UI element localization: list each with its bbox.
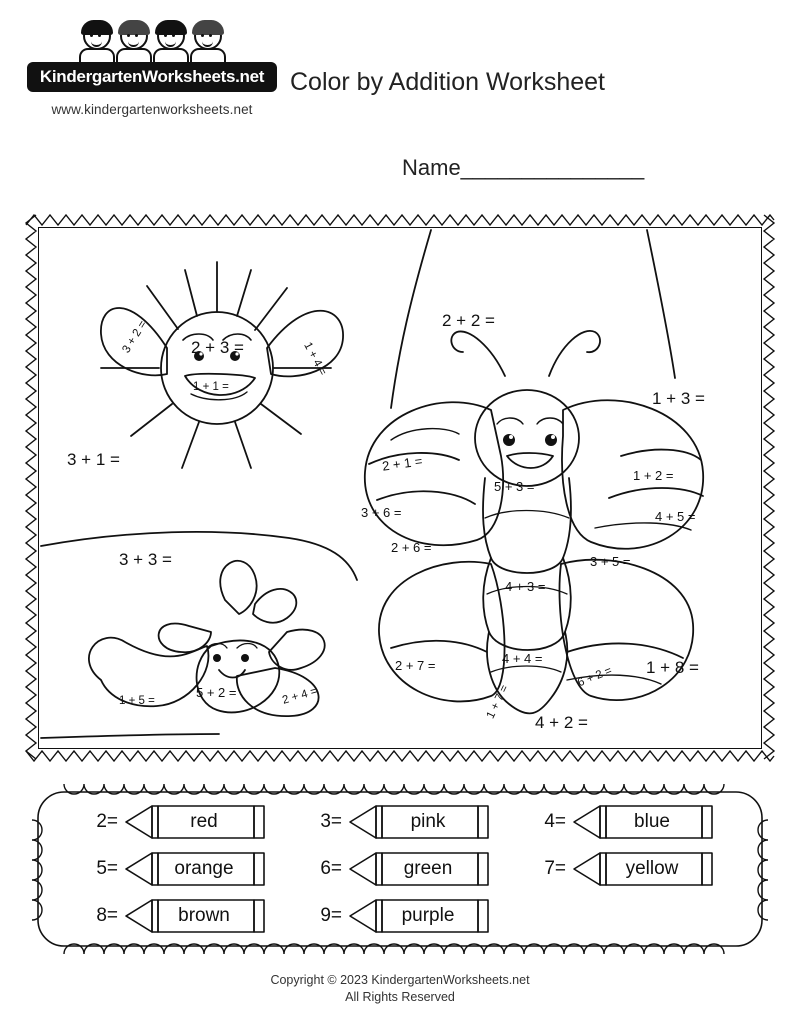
- name-field-label[interactable]: Name_______________: [402, 155, 645, 180]
- legend-number: 8=: [96, 905, 118, 927]
- site-url: www.kindergartenworksheets.net: [51, 102, 253, 117]
- kid-figure-3: [150, 22, 192, 66]
- legend-item: [532, 801, 716, 843]
- equation-15: 3 + 6 =: [361, 505, 402, 520]
- equation-9: 2 + 4 =: [281, 685, 319, 707]
- crayon-color-label: pink: [410, 810, 446, 832]
- legend-item: [84, 895, 268, 937]
- legend-item: [308, 801, 492, 843]
- equation-5: 3 + 1 =: [67, 450, 120, 469]
- equation-25: 4 + 2 =: [535, 713, 588, 732]
- crayon-icon: [570, 803, 716, 841]
- page-footer: [0, 972, 800, 1006]
- equation-3: 1 + 4 =: [301, 340, 329, 378]
- crayon-color-label: yellow: [625, 857, 679, 879]
- crayon-color-label: purple: [401, 905, 455, 927]
- equation-11: 1 + 3 =: [652, 389, 705, 408]
- legend-grid: [64, 798, 736, 940]
- equation-4: 1 + 1 =: [193, 381, 229, 393]
- crayon-icon: [346, 850, 492, 888]
- legend-number: 9=: [320, 905, 342, 927]
- equation-20: 4 + 4 =: [502, 651, 543, 666]
- legend-number: 4=: [544, 810, 566, 832]
- equation-13: 5 + 3 =: [494, 479, 535, 494]
- equation-14: 1 + 2 =: [633, 468, 674, 483]
- picture-canvas: [38, 227, 762, 749]
- coloring-picture: [24, 213, 776, 763]
- equation-24: 1 + 7 =: [484, 683, 512, 721]
- crayon-icon: [122, 803, 268, 841]
- kid-figure-1: [76, 22, 118, 66]
- equation-10: 2 + 2 =: [442, 311, 495, 330]
- crayon-color-label: brown: [178, 905, 230, 927]
- equation-19: 4 + 3 =: [505, 579, 546, 594]
- legend-number: 5=: [96, 857, 118, 879]
- legend-item: [532, 848, 716, 890]
- crayon-icon: [346, 803, 492, 841]
- equation-17: 2 + 6 =: [391, 540, 432, 555]
- crayon-icon: [122, 897, 268, 935]
- equation-18: 3 + 5 =: [590, 554, 631, 569]
- equation-21: 2 + 7 =: [395, 658, 436, 673]
- crayon-color-label: green: [403, 857, 453, 879]
- equation-6: 3 + 3 =: [119, 550, 172, 569]
- legend-number: 6=: [320, 857, 342, 879]
- page-header: [0, 18, 800, 138]
- crayon-icon: [346, 897, 492, 935]
- copyright-text: Copyright © 2023 KindergartenWorksheets.net: [270, 973, 530, 987]
- page-title: Color by Addition Worksheet: [290, 68, 605, 96]
- legend-number: 3=: [320, 810, 342, 832]
- crayon-color-label: orange: [174, 857, 234, 879]
- legend-item: [84, 848, 268, 890]
- kid-figure-2: [113, 22, 155, 66]
- equation-1: 3 + 2 =: [120, 318, 150, 356]
- equation-22: 6 + 2 =: [576, 664, 614, 690]
- kids-illustration: [52, 22, 252, 66]
- rights-text: All Rights Reserved: [345, 990, 455, 1004]
- color-key-legend: [24, 778, 776, 960]
- site-logo[interactable]: [26, 22, 278, 117]
- legend-item: [84, 801, 268, 843]
- legend-number: 2=: [96, 810, 118, 832]
- legend-number: 7=: [544, 857, 566, 879]
- crayon-icon: [122, 850, 268, 888]
- crayon-color-label: red: [190, 810, 218, 832]
- equation-16: 4 + 5 =: [655, 509, 696, 524]
- kid-figure-4: [187, 22, 229, 66]
- equation-8: 5 + 2 =: [196, 685, 237, 700]
- legend-item: [308, 895, 492, 937]
- logo-wordmark[interactable]: KindergartenWorksheets.net: [27, 62, 277, 92]
- legend-item: [308, 848, 492, 890]
- equation-23: 1 + 8 =: [646, 658, 699, 677]
- equation-2: 2 + 3 =: [191, 338, 244, 357]
- equation-7: 1 + 5 =: [119, 695, 155, 707]
- crayon-icon: [570, 850, 716, 888]
- equation-12: 2 + 1 =: [381, 453, 424, 474]
- crayon-color-label: blue: [634, 810, 670, 832]
